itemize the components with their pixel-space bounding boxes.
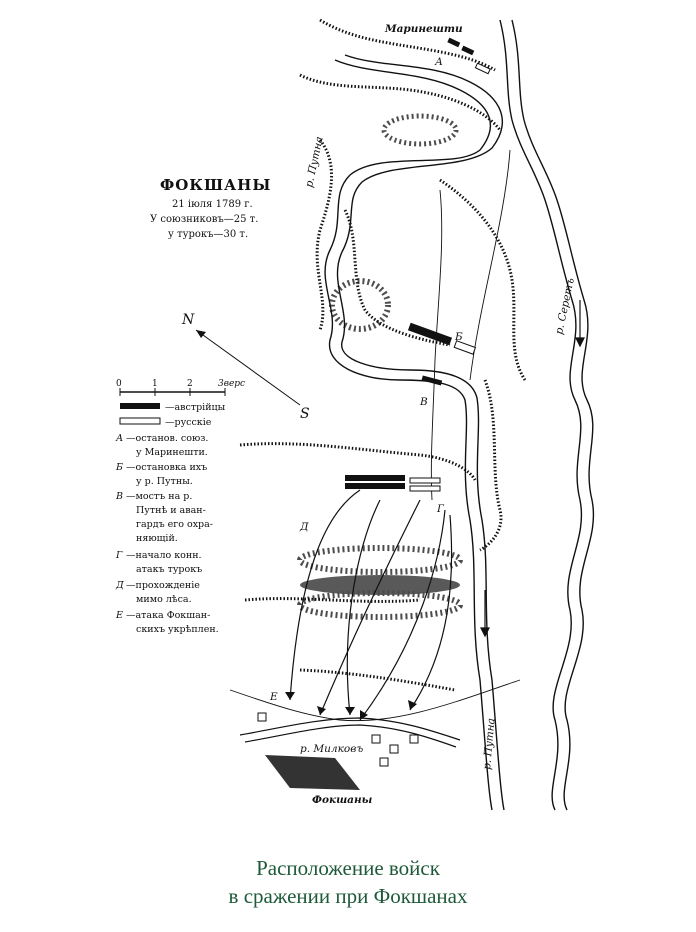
legend-note-a-letter: А bbox=[116, 433, 124, 444]
bridge-vanguard-v bbox=[422, 375, 443, 385]
legend-note-a-1: —останов. союз. bbox=[126, 433, 209, 444]
allies-count: У союзниковъ—25 т. bbox=[150, 214, 259, 225]
focsani-town bbox=[265, 755, 360, 790]
legend-swatch-austrians bbox=[120, 403, 160, 409]
marker-g: Г bbox=[437, 503, 444, 515]
roads bbox=[230, 150, 520, 721]
legend-note-b-1: —остановка ихъ bbox=[126, 462, 208, 473]
label-putna-upper: р. Путна bbox=[303, 135, 326, 189]
allied-halt-b bbox=[408, 323, 475, 354]
allied-line-g bbox=[345, 475, 440, 491]
map-title: ФОКШАНЫ bbox=[160, 176, 272, 194]
legend-note-e-2: скихъ укрѣплен. bbox=[136, 624, 219, 635]
attack-arrows bbox=[290, 490, 452, 720]
legend-note-g-2: атакъ турокъ bbox=[136, 564, 203, 575]
legend-austrians: —австрійцы bbox=[165, 402, 226, 413]
siret-river bbox=[500, 20, 593, 810]
label-marinesti: Маринешти bbox=[385, 23, 463, 35]
label-siret: р. Серетъ bbox=[553, 276, 577, 336]
scale-tick-1: 1 bbox=[152, 379, 158, 389]
caption-line-1: Расположение войск bbox=[256, 856, 440, 880]
legend-note-b-2: у р. Путны. bbox=[136, 476, 193, 487]
allied-column-a bbox=[447, 38, 490, 74]
scale-unit: 3верс bbox=[218, 379, 246, 389]
legend-note-v-3: гардъ его охра- bbox=[136, 519, 214, 530]
scale-bar bbox=[116, 379, 245, 396]
marker-a: А bbox=[435, 56, 443, 68]
legend-note-e-1: —атака Фокшан- bbox=[126, 610, 211, 621]
legend-note-v-4: няющій. bbox=[136, 533, 178, 544]
forests bbox=[300, 116, 460, 617]
putna-river bbox=[325, 55, 504, 810]
legend-note-a-2: у Маринешти. bbox=[136, 447, 208, 458]
label-milkov: р. Милковъ bbox=[300, 743, 364, 755]
marker-v: В bbox=[420, 396, 428, 408]
label-putna-lower: р. Путна bbox=[481, 717, 498, 771]
map-date: 21 іюля 1789 г. bbox=[172, 199, 253, 210]
legend-note-g-letter: Г bbox=[116, 550, 123, 561]
legend-note-b-letter: Б bbox=[116, 462, 123, 473]
arrowheads bbox=[285, 692, 417, 720]
legend-swatch-russians bbox=[120, 418, 160, 424]
legend-note-d-2: мимо лѣса. bbox=[136, 594, 192, 605]
legend-russians: —русскіе bbox=[165, 417, 212, 428]
legend-note-d-letter: Д bbox=[116, 580, 124, 591]
troops bbox=[258, 38, 490, 766]
legend-note-d-1: —прохожденіе bbox=[126, 580, 200, 591]
caption-line-2: в сражении при Фокшанах bbox=[228, 884, 468, 908]
legend-note-v-1: —мостъ на р. bbox=[126, 491, 193, 502]
legend-note-v-2: Путнѣ и аван- bbox=[136, 505, 206, 516]
legend-note-e-letter: Е bbox=[116, 610, 123, 621]
compass-north-label: N bbox=[182, 312, 195, 328]
scale-tick-0: 0 bbox=[116, 379, 122, 389]
label-focsani: Фокшаны bbox=[312, 794, 373, 806]
turks-count: у турокъ—30 т. bbox=[168, 229, 249, 240]
marker-d: Д bbox=[300, 521, 309, 533]
legend-note-v-letter: В bbox=[116, 491, 123, 502]
legend-note-g-1: —начало конн. bbox=[126, 550, 202, 561]
compass-south-label: S bbox=[300, 406, 310, 422]
marker-e: Е bbox=[270, 691, 278, 703]
scale-tick-2: 2 bbox=[187, 379, 193, 389]
marker-b: Б bbox=[455, 331, 463, 343]
legend bbox=[115, 402, 226, 635]
